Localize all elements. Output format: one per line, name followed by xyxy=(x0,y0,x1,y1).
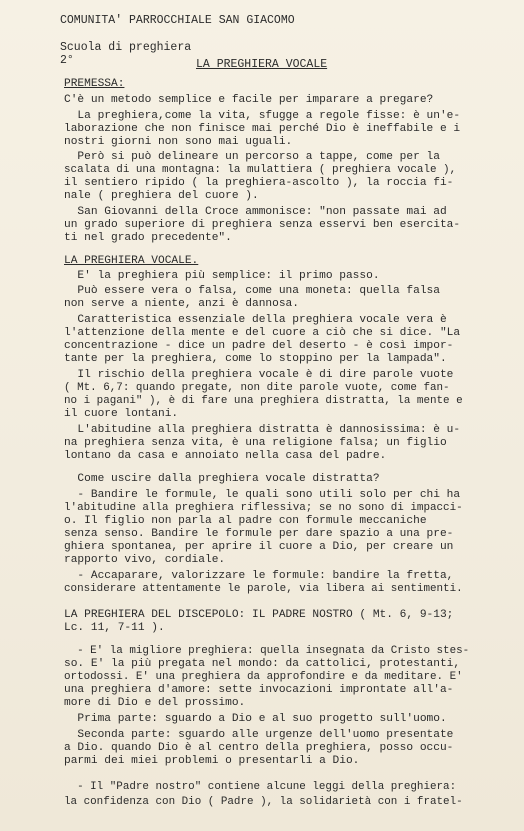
lesson-number: 2° xyxy=(60,54,74,67)
text-line: tante per la preghiera, come lo stoppino per la lampada". xyxy=(64,353,447,365)
text-line: Caratteristica essenziale della preghiera vocale vera è xyxy=(64,314,447,326)
school-label: Scuola di preghiera xyxy=(60,41,192,54)
community-header: COMUNITA' PARROCCHIALE SAN GIACOMO xyxy=(60,14,295,27)
text-line: lontano da casa e annoiato nella casa del padre. xyxy=(64,450,387,462)
text-line: Lc. 11, 7-11 ). xyxy=(64,622,165,634)
text-line: senza senso. Bandire le formule per dare spazio a una pre- xyxy=(64,528,454,540)
text-line: La preghiera,come la vita, sfugge a regole fisse: è un'e- xyxy=(64,110,461,122)
text-line: nale ( preghiera del cuore ). xyxy=(64,190,259,202)
text-line: ti nel grado precedente". xyxy=(64,232,232,244)
text-line: - E' la migliore preghiera: quella insegnata da Cristo stes- xyxy=(64,645,470,657)
text-line: Come uscire dalla preghiera vocale distratta? xyxy=(64,473,380,485)
text-line: no i pagani" ), è di fare una preghiera distratta, la mente e xyxy=(64,395,463,407)
text-line: - Bandire le formule, le quali sono utili solo per chi ha xyxy=(64,489,461,501)
text-line: a Dio. quando Dio è al centro della preghiera, posso occu- xyxy=(64,742,454,754)
text-line: concentrazione - dice un padre del deserto - è così impor- xyxy=(64,340,454,352)
text-line: l'attenzione della mente e del cuore a ciò che si dice. "La xyxy=(64,327,461,339)
text-line: - Accaparare, valorizzare le formule: bandire la fretta, xyxy=(64,570,454,582)
text-line: rapporto vivo, cordiale. xyxy=(64,554,226,566)
text-line: considerare attentamente le parole, via libera ai sentimenti. xyxy=(64,583,463,595)
text-line: Seconda parte: sguardo alle urgenze dell'uomo presentate xyxy=(64,729,454,741)
text-line: San Giovanni della Croce ammonisce: "non passate mai ad xyxy=(64,206,447,218)
text-line: un grado superiore di preghiera senza esservi ben esercita- xyxy=(64,219,461,231)
text-line: nostri giorni non sono mai uguali. xyxy=(64,136,293,148)
text-line: ghiera spontanea, per aprire il cuore a Dio, per creare un xyxy=(64,541,454,553)
text-line: L'abitudine alla preghiera distratta è dannosissima: è u- xyxy=(64,424,461,436)
text-line: parmi dei miei problemi o presentarli a Dio. xyxy=(64,755,360,767)
text-line: - Il "Padre nostro" contiene alcune leggi della preghiera: xyxy=(64,781,457,793)
text-line: o. Il figlio non parla al padre con formule meccaniche xyxy=(64,515,427,527)
text-line: l'abitudine alla preghiera riflessiva; se no sono di impacci- xyxy=(64,502,463,514)
text-line: ( Mt. 6,7: quando pregate, non dite parole vuote, come fan- xyxy=(64,382,450,394)
section-heading-padre-nostro: LA PREGHIERA DEL DISCEPOLO: IL PADRE NOSTRO ( Mt. 6, 9-13; xyxy=(64,609,454,621)
text-line: na preghiera senza vita, è una religione falsa; un figlio xyxy=(64,437,447,449)
text-line: non serve a niente, anzi è dannosa. xyxy=(64,298,299,310)
text-line: il cuore lontani. xyxy=(64,408,179,420)
text-line: Prima parte: sguardo a Dio e al suo progetto sull'uomo. xyxy=(64,713,447,725)
text-line: scalata di una montagna: la mulattiera ( preghiera vocale ), xyxy=(64,164,457,176)
text-line: so. E' la più pregata nel mondo: da cattolici, protestanti, xyxy=(64,658,461,670)
text-line: il sentiero ripido ( la preghiera-ascolto ), la roccia fi- xyxy=(64,177,454,189)
text-line: Può essere vera o falsa, come una moneta: quella falsa xyxy=(64,285,440,297)
text-line: C'è un metodo semplice e facile per imparare a pregare? xyxy=(64,94,434,106)
text-line: la confidenza con Dio ( Padre ), la solidarietà con i fratel- xyxy=(64,796,463,808)
section-heading-preghiera-vocale: LA PREGHIERA VOCALE. xyxy=(64,255,199,267)
text-line: ortodossi. E' una preghiera da approfondire e da meditare. E' xyxy=(64,671,463,683)
text-line: more di Dio e del prossimo. xyxy=(64,697,246,709)
text-line: E' la preghiera più semplice: il primo passo. xyxy=(64,270,380,282)
document-title: LA PREGHIERA VOCALE xyxy=(196,58,328,71)
text-line: una preghiera d'amore: sette invocazioni improntate all'a- xyxy=(64,684,454,696)
section-heading-premessa: PREMESSA: xyxy=(64,78,125,90)
text-line: Però si può delineare un percorso a tappe, come per la xyxy=(64,151,440,163)
text-line: laborazione che non finisce mai perché Dio è ineffabile e i xyxy=(64,123,461,135)
text-line: Il rischio della preghiera vocale è di dire parole vuote xyxy=(64,369,454,381)
